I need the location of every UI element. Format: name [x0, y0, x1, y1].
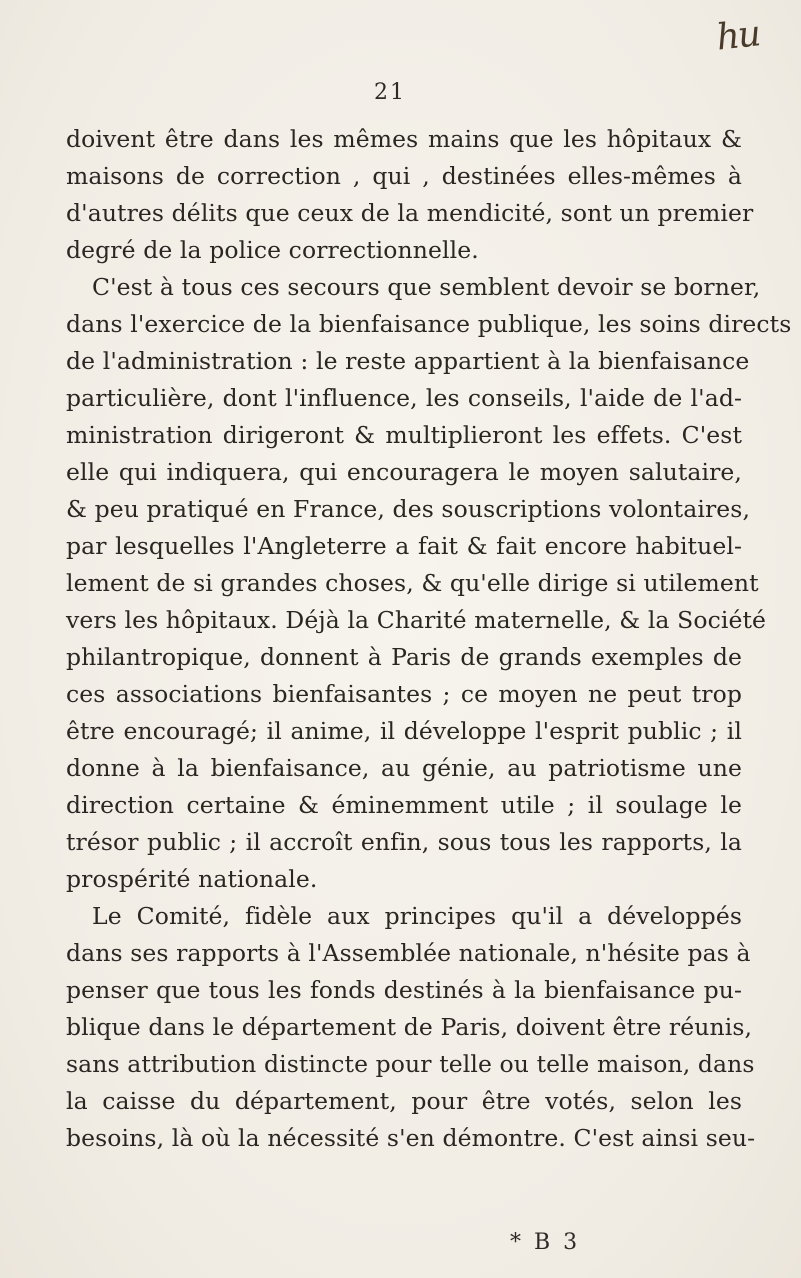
text-line: maisons de correction , qui , destinées elles-mêmes à — [66, 162, 742, 190]
text-line: prospérité nationale. — [66, 865, 318, 893]
text-line: lement de si grandes choses, & qu'elle dirige si utilement — [66, 569, 759, 597]
text-line: dans ses rapports à l'Assemblée nationale, n'hésite pas à — [66, 939, 751, 967]
text-line: penser que tous les fonds destinés à la bienfaisance pu- — [66, 976, 742, 1004]
printer-signature-mark: * B 3 — [510, 1230, 581, 1255]
text-line: d'autres délits que ceux de la mendicité, sont un premier — [66, 199, 754, 227]
text-line: dans l'exercice de la bienfaisance publique, les soins directs — [66, 310, 792, 338]
text-line: elle qui indiquera, qui encouragera le moyen salutaire, — [66, 458, 742, 486]
handwritten-mark: hu — [714, 13, 762, 59]
text-line: direction certaine & éminemment utile ; il soulage le — [66, 791, 742, 819]
text-line: philantropique, donnent à Paris de grands exemples de — [66, 643, 742, 671]
text-line: vers les hôpitaux. Déjà la Charité maternelle, & la Société — [66, 606, 766, 634]
text-line: besoins, là où la nécessité s'en démontre. C'est ainsi seu- — [66, 1124, 756, 1152]
body-text — [66, 121, 792, 1157]
text-line: ces associations bienfaisantes ; ce moyen ne peut trop — [66, 680, 742, 708]
text-line: trésor public ; il accroît enfin, sous tous les rapports, la — [66, 828, 742, 856]
text-line: de l'administration : le reste appartient à la bienfaisance — [66, 347, 750, 375]
text-line: degré de la police correctionnelle. — [66, 236, 479, 264]
text-line: être encouragé; il anime, il développe l'esprit public ; il — [66, 717, 742, 745]
text-line: par lesquelles l'Angleterre a fait & fait encore habituel- — [66, 532, 742, 560]
text-line: sans attribution distincte pour telle ou telle maison, dans — [66, 1050, 755, 1078]
paragraph-start-line: C'est à tous ces secours que semblent devoir se borner, — [92, 273, 761, 301]
text-line: la caisse du département, pour être votés, selon les — [66, 1087, 742, 1115]
paragraph-start-line: Le Comité, fidèle aux principes qu'il a développés — [92, 902, 742, 930]
text-line: donne à la bienfaisance, au génie, au patriotisme une — [66, 754, 742, 782]
text-line: doivent être dans les mêmes mains que les hôpitaux & — [66, 125, 742, 153]
text-line: & peu pratiqué en France, des souscriptions volontaires, — [66, 495, 751, 523]
text-line: ministration dirigeront & multiplieront les effets. C'est — [66, 421, 742, 449]
text-line: blique dans le département de Paris, doivent être réunis, — [66, 1013, 753, 1041]
text-line: particulière, dont l'influence, les conseils, l'aide de l'ad- — [66, 384, 742, 412]
page-number: 21 — [374, 80, 406, 105]
